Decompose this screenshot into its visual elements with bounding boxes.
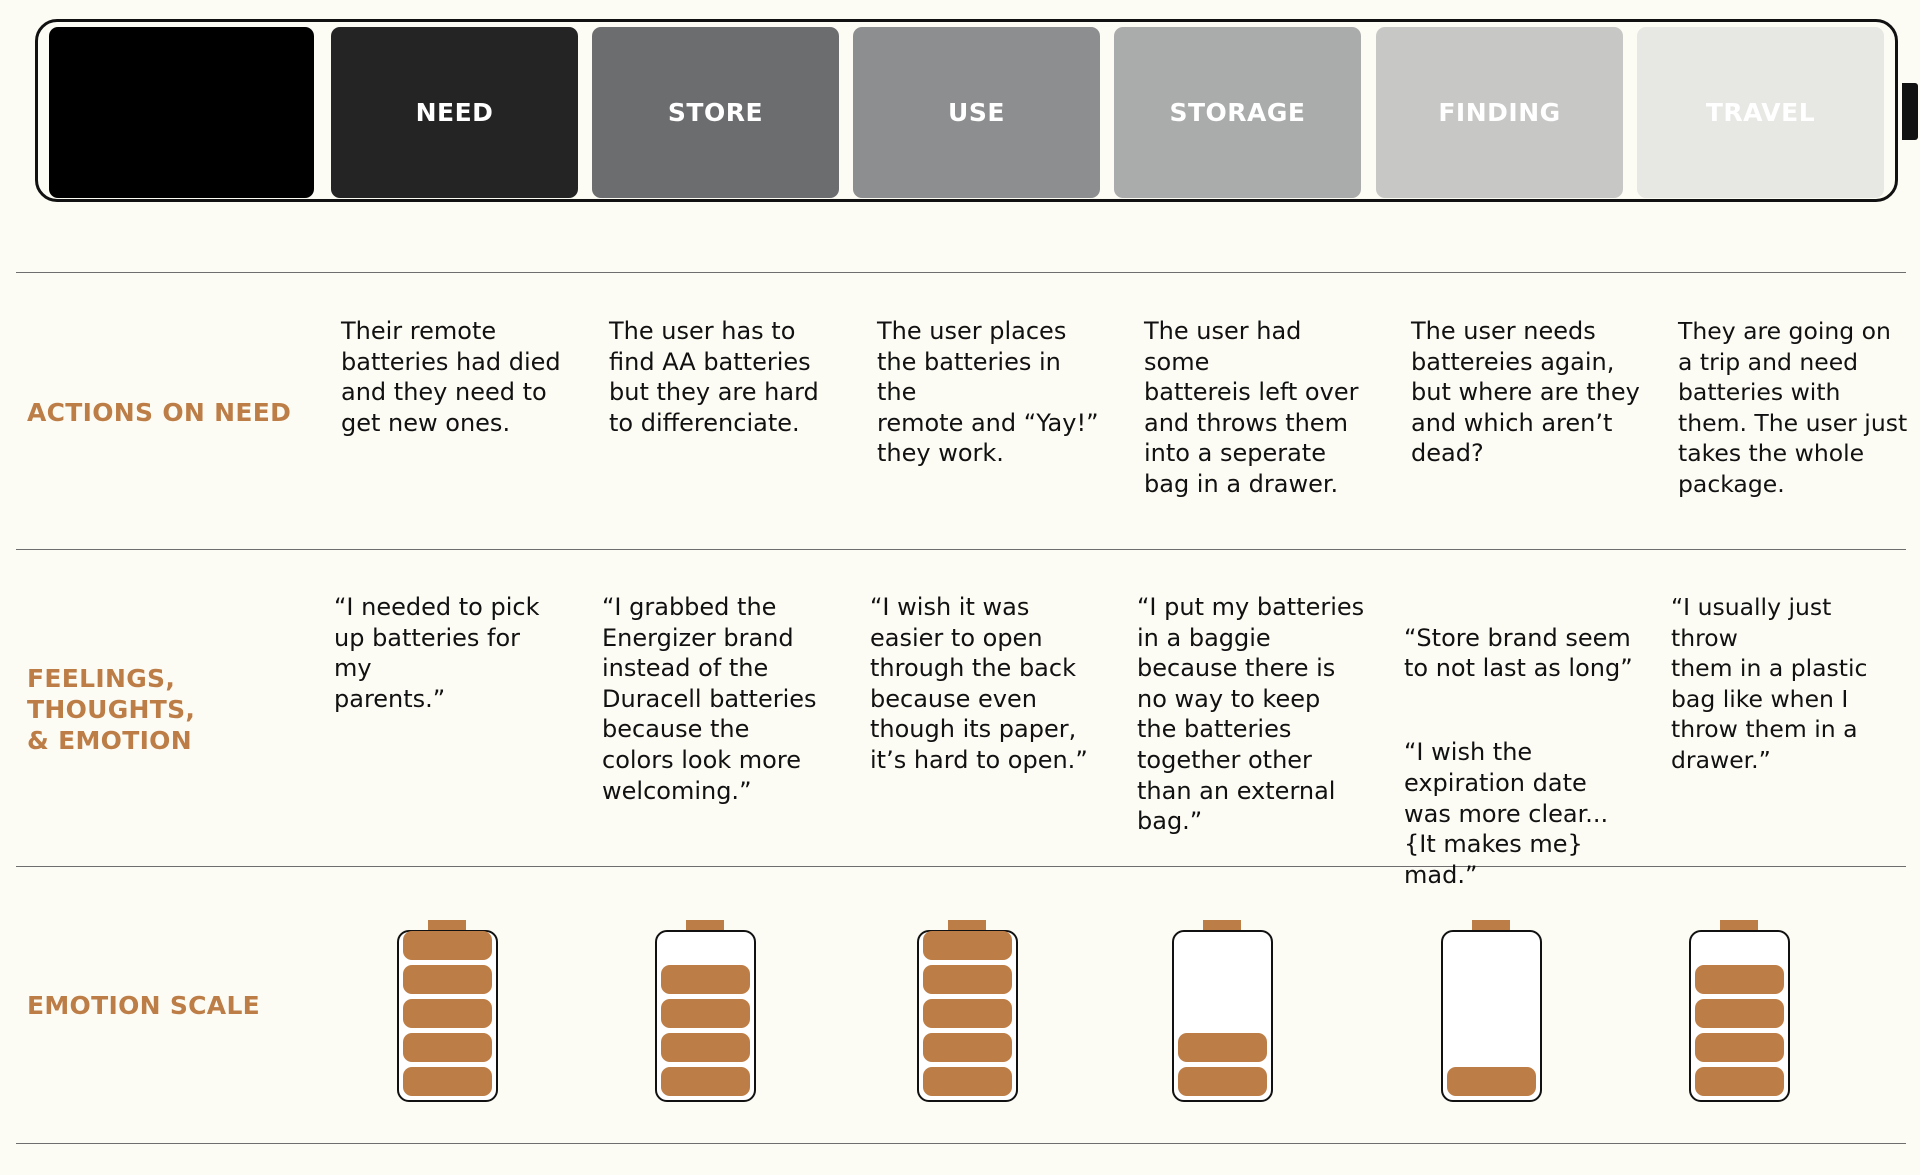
battery-level-segment — [661, 999, 750, 1029]
battery-level-segment — [403, 999, 492, 1029]
action-store: The user has to find AA batteries but they are hard to differenciate. — [609, 317, 819, 437]
divider-bottom — [16, 1143, 1906, 1144]
battery-level-segment — [923, 965, 1012, 995]
battery-body — [655, 930, 756, 1102]
feeling-finding-quote-1: “Store brand seem to not last as long” — [1404, 623, 1633, 683]
battery-level-segment — [403, 1033, 492, 1063]
stage-cell-use — [853, 27, 1100, 198]
stage-cell-blank — [49, 27, 314, 198]
stage-cell-finding — [1376, 27, 1623, 198]
feeling-travel: “I usually just throw them in a plastic bag like when I throw them in a drawer.” — [1671, 593, 1868, 774]
battery-body — [917, 930, 1018, 1102]
stage-label-finding: FINDING — [1438, 98, 1561, 127]
feeling-storage: “I put my batteries in a baggie because there is no way to keep the batteries together other than an external bag.” — [1137, 593, 1365, 836]
battery-level-segment — [923, 1067, 1012, 1097]
battery-level-segment — [661, 965, 750, 995]
battery-level-segment — [923, 1033, 1012, 1063]
battery-level-segment — [1178, 1067, 1267, 1097]
stage-label-need: NEED — [415, 98, 494, 127]
feeling-need: “I needed to pick up batteries for my parents.” — [334, 593, 540, 713]
battery-body — [1172, 930, 1273, 1102]
battery-level-segment — [403, 965, 492, 995]
row-label-actions: ACTIONS ON NEED — [27, 398, 292, 427]
row-label-emotion-scale: EMOTION SCALE — [27, 991, 261, 1020]
row-label-feelings: FEELINGS, THOUGHTS, & EMOTION — [27, 664, 196, 755]
battery-gauge-finding — [1441, 920, 1542, 1102]
stage-cell-store — [592, 27, 839, 198]
battery-gauge-storage — [1172, 920, 1273, 1102]
feeling-store: “I grabbed the Energizer brand instead of the Duracell batteries because the colors look more welcoming.” — [602, 593, 817, 805]
stage-cell-travel — [1637, 27, 1884, 198]
battery-level-segment — [923, 999, 1012, 1029]
battery-level-segment — [1178, 1033, 1267, 1063]
stage-cell-storage — [1114, 27, 1361, 198]
action-storage: The user had some battereis left over and throws them into a seperate bag in a drawer. — [1144, 317, 1359, 498]
battery-gauge-need — [397, 920, 498, 1102]
action-travel: They are going on a trip and need batteries with them. The user just takes the whole package. — [1678, 317, 1908, 498]
battery-body — [397, 930, 498, 1102]
stage-label-store: STORE — [667, 98, 764, 127]
battery-gauge-store — [655, 920, 756, 1102]
battery-body — [1441, 930, 1542, 1102]
battery-gauge-use — [917, 920, 1018, 1102]
action-use: The user places the batteries in the remote and “Yay!” they work. — [877, 317, 1099, 468]
action-finding: The user needs battereies again, but where are they and which aren’t dead? — [1411, 317, 1640, 468]
feeling-finding — [1404, 592, 1634, 921]
battery-gauge-travel — [1689, 920, 1790, 1102]
battery-level-segment — [1695, 1067, 1784, 1097]
battery-level-segment — [923, 931, 1012, 961]
stage-label-travel: TRAVEL — [1705, 98, 1816, 127]
battery-level-segment — [1447, 1067, 1536, 1097]
battery-level-segment — [661, 1067, 750, 1097]
battery-level-segment — [1695, 999, 1784, 1029]
battery-level-segment — [403, 1067, 492, 1097]
battery-level-segment — [1695, 965, 1784, 995]
divider-actions — [16, 549, 1906, 550]
stage-label-use: USE — [948, 98, 1005, 127]
action-need: Their remote batteries had died and they need to get new ones. — [341, 317, 561, 437]
battery-level-segment — [1695, 1033, 1784, 1063]
battery-body — [1689, 930, 1790, 1102]
battery-level-segment — [661, 1033, 750, 1063]
divider-top — [16, 272, 1906, 273]
battery-terminal-icon — [1902, 83, 1918, 140]
feeling-use: “I wish it was easier to open through the back because even though its paper, it’s hard to open.” — [870, 593, 1088, 774]
feeling-finding-quote-2: “I wish the expiration date was more clear... {It makes me} mad.” — [1404, 738, 1609, 889]
battery-level-segment — [403, 931, 492, 961]
stage-label-storage: STORAGE — [1169, 98, 1306, 127]
stage-cell-need — [331, 27, 578, 198]
